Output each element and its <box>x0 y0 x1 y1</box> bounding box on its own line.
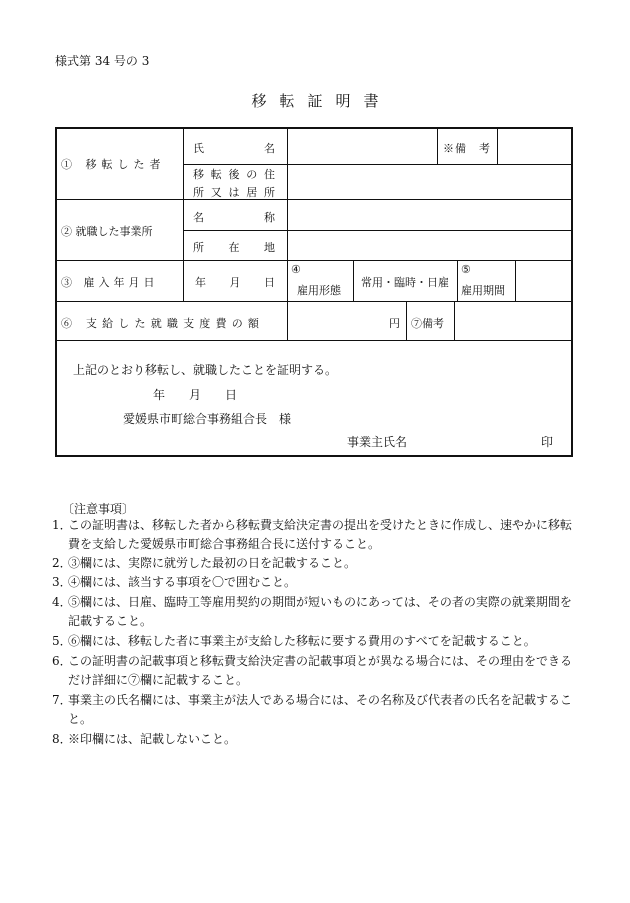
certificate-form-table <box>55 127 573 457</box>
certification-date: 年 月 日 <box>153 388 238 402</box>
hire-date-row-label: ③ 雇入年月日 <box>61 276 159 289</box>
note-text: この証明書は、移転した者から移転費支給決定書の提出を受けたときに作成し、速やかに移転費を支給した愛媛県市町総合事務組合長に送付すること。 <box>68 518 573 551</box>
note-text: ③欄には、実際に就労した最初の日を記載すること。 <box>68 556 357 570</box>
employment-period-label: 雇用期間 <box>461 284 505 297</box>
note-item <box>52 652 578 690</box>
note-number: 8． <box>52 732 72 746</box>
hire-date-blank: 年 月 日 <box>195 276 275 289</box>
note-item <box>52 593 578 631</box>
employment-form-number: ④ <box>291 263 301 276</box>
note-number: 4． <box>52 595 72 609</box>
note-number: 3． <box>52 575 72 589</box>
name-label: 氏 名 <box>193 142 275 155</box>
note-item <box>52 632 578 651</box>
note-item <box>52 516 578 554</box>
note-number: 2． <box>52 556 72 570</box>
remarks7-label: ⑦備考 <box>411 317 444 330</box>
note-item <box>52 691 578 729</box>
location-label: 所 在 地 <box>193 241 275 254</box>
note-text: ④欄には、該当する事項を〇で囲むこと。 <box>68 575 297 589</box>
certification-statement: 上記のとおり移転し、就職したことを証明する。 <box>73 363 338 377</box>
note-text: ⑤欄には、日雇、臨時工等雇用契約の期間が短いものにあっては、その者の実際の就業期間を記載すること。 <box>68 595 572 628</box>
yen-label: 円 <box>389 317 400 330</box>
address-label-line1: 移転後の住 <box>193 168 275 181</box>
form-number: 様式第 34 号の 3 <box>55 54 150 68</box>
note-number: 6． <box>52 654 72 668</box>
note-item <box>52 573 578 592</box>
page-title: 移転証明書 <box>251 92 392 110</box>
note-item <box>52 554 578 573</box>
note-number: 5． <box>52 634 72 648</box>
note-item <box>52 730 578 749</box>
addressee: 愛媛県市町総合事務組合長 様 <box>123 412 292 426</box>
notes-heading: 〔注意事項〕 <box>62 502 135 516</box>
mover-row-label: ① 移転した者 <box>61 158 166 171</box>
note-text: この証明書の記載事項と移転費支給決定書の記載事項とが異なる場合には、その理由をできるだけ詳細に⑦欄に記載すること。 <box>68 654 573 687</box>
seal-label: 印 <box>541 435 554 449</box>
employment-type-options: 常用・臨時・日雇 <box>361 276 449 289</box>
note-text: ⑥欄には、移転した者に事業主が支給した移転に要する費用のすべてを記載すること。 <box>68 634 536 648</box>
note-text: ※印欄には、記載しないこと。 <box>68 732 237 746</box>
employment-form-label: 雇用形態 <box>297 284 341 297</box>
note-number: 7． <box>52 693 72 707</box>
note-text: 事業主の氏名欄には、事業主が法人である場合には、その名称及び代表者の氏名を記載すること。 <box>68 693 573 726</box>
remarks-mark-label: ※備 考 <box>443 142 491 155</box>
note-number: 1． <box>52 518 72 532</box>
workplace-row-label: ② 就職した事業所 <box>61 225 153 238</box>
address-label-line2: 所又は居所 <box>193 186 275 199</box>
allowance-row-label: ⑥ 支給した就職支度費の額 <box>61 317 265 330</box>
employer-name-label: 事業主氏名 <box>347 435 408 449</box>
employment-period-number: ⑤ <box>461 263 471 276</box>
company-name-label: 名 称 <box>193 211 275 224</box>
